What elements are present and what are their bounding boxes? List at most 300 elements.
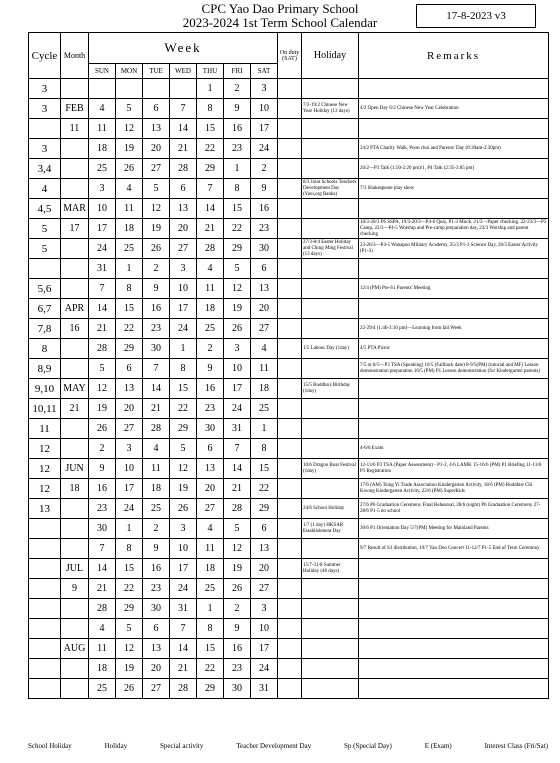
- month-cell: [61, 359, 89, 379]
- remarks-cell: 27/6 P6 Graduation Ceremony Final Rehearsal, 28/6 (night) P6 Graduation Ceremony 27-28/6 P1-5 no school: [359, 499, 549, 519]
- day-cell: 26: [143, 239, 170, 259]
- day-cell: 2: [224, 599, 251, 619]
- day-cell: 23: [224, 139, 251, 159]
- day-cell: 5: [224, 519, 251, 539]
- month-cell: [61, 259, 89, 279]
- day-cell: 11: [116, 199, 143, 219]
- day-cell: 31: [170, 599, 197, 619]
- on-duty-cell: [278, 299, 302, 319]
- day-cell: 24: [170, 319, 197, 339]
- cycle-cell: 4,5: [29, 199, 61, 219]
- on-duty-cell: [278, 659, 302, 679]
- day-cell: 10: [170, 279, 197, 299]
- month-cell: [61, 659, 89, 679]
- remarks-cell: [359, 659, 549, 679]
- on-duty-cell: [278, 539, 302, 559]
- remarks-cell: 24/2 PTA Charity Walk, Poon choi and Parents' Day (8:30am-2:30pm): [359, 139, 549, 159]
- day-cell: 13: [143, 119, 170, 139]
- holiday-cell: 7/2-19/2 Chinese New Year Holiday (13 days): [302, 99, 359, 119]
- day-cell: 30: [224, 679, 251, 699]
- day-cell: 1: [170, 339, 197, 359]
- day-cell: [89, 79, 116, 99]
- remarks-cell: [359, 199, 549, 219]
- day-cell: 25: [197, 319, 224, 339]
- month-cell: 9: [61, 579, 89, 599]
- day-cell: 13: [197, 459, 224, 479]
- day-cell: 2: [143, 259, 170, 279]
- day-cell: 7: [197, 179, 224, 199]
- day-cell: 30: [143, 339, 170, 359]
- legend-item: Special activity: [160, 742, 204, 750]
- on-duty-cell: [278, 679, 302, 699]
- holiday-cell: [302, 639, 359, 659]
- day-cell: 10: [251, 619, 278, 639]
- day-cell: 17: [224, 379, 251, 399]
- cycle-cell: [29, 679, 61, 699]
- day-cell: 18: [143, 479, 170, 499]
- remarks-cell: 26/2—P3 Talk (1:50-2:20 pm)/1, P4 Talk (2:35-3:05 pm): [359, 159, 549, 179]
- day-cell: 23: [143, 579, 170, 599]
- holiday-cell: [302, 659, 359, 679]
- day-cell: 6: [197, 439, 224, 459]
- legend: [28, 742, 548, 750]
- holiday-cell: 27/3-8/4 Easter Holiday and Ching Ming Festival (13 days): [302, 239, 359, 259]
- calendar-row: [29, 519, 549, 539]
- calendar-title: [130, 2, 430, 30]
- holiday-cell: [302, 399, 359, 419]
- day-cell: 5: [89, 359, 116, 379]
- holiday-cell: 1/5 Labour Day (1day): [302, 339, 359, 359]
- day-cell: 2: [197, 339, 224, 359]
- remarks-cell: [359, 399, 549, 419]
- holiday-cell: [302, 439, 359, 459]
- calendar-row: [29, 439, 549, 459]
- day-cell: 21: [170, 659, 197, 679]
- calendar-row: [29, 219, 549, 239]
- day-cell: 7: [143, 359, 170, 379]
- on-duty-cell: [278, 379, 302, 399]
- day-cell: 1: [251, 419, 278, 439]
- day-cell: 4: [143, 439, 170, 459]
- day-cell: 19: [143, 219, 170, 239]
- on-duty-cell: [278, 179, 302, 199]
- month-cell: [61, 439, 89, 459]
- holiday-cell: [302, 139, 359, 159]
- calendar-table: [28, 32, 549, 699]
- day-cell: 16: [251, 199, 278, 219]
- day-cell: 22: [170, 399, 197, 419]
- day-cell: 10: [170, 539, 197, 559]
- on-duty-cell: [278, 119, 302, 139]
- month-cell: [61, 279, 89, 299]
- calendar-row: [29, 479, 549, 499]
- holiday-cell: [302, 479, 359, 499]
- day-cell: 15: [251, 459, 278, 479]
- remarks-cell: 30/6 P1 Orientation Day 5/7(PM) Meeting for Mainland Parents: [359, 519, 549, 539]
- cycle-header: Cycle: [29, 33, 61, 79]
- month-cell: [61, 159, 89, 179]
- calendar-row: [29, 99, 549, 119]
- calendar-row: [29, 619, 549, 639]
- day-cell: 27: [143, 679, 170, 699]
- day-cell: 12: [224, 539, 251, 559]
- day-cell: 21: [197, 219, 224, 239]
- day-cell: 30: [89, 519, 116, 539]
- calendar-row: [29, 659, 549, 679]
- day-cell: 3: [170, 259, 197, 279]
- day-cell: 19: [116, 139, 143, 159]
- day-cell: 29: [116, 599, 143, 619]
- calendar-row: [29, 259, 549, 279]
- day-cell: 27: [251, 319, 278, 339]
- month-header: Month: [61, 33, 89, 79]
- calendar-row: [29, 159, 549, 179]
- day-cell: 25: [89, 159, 116, 179]
- remarks-cell: 4/2 Open Day 6/2 Chinese New Year Celebration: [359, 99, 549, 119]
- day-cell: 1: [197, 79, 224, 99]
- calendar-row: [29, 79, 549, 99]
- calendar-row: [29, 419, 549, 439]
- day-cell: 21: [89, 319, 116, 339]
- day-cell: 3: [89, 179, 116, 199]
- day-cell: 6: [251, 259, 278, 279]
- on-duty-cell: [278, 499, 302, 519]
- day-cell: 7: [89, 279, 116, 299]
- term-title: 2023-2024 1st Term School Calendar: [182, 15, 378, 30]
- day-cell: 23: [197, 399, 224, 419]
- day-cell: 11: [89, 119, 116, 139]
- day-cell: 24: [251, 659, 278, 679]
- day-cell: 12: [170, 459, 197, 479]
- day-cell: 9: [251, 179, 278, 199]
- day-cell: 15: [197, 639, 224, 659]
- calendar-row: [29, 579, 549, 599]
- day-cell: 11: [251, 359, 278, 379]
- day-cell: 12: [89, 379, 116, 399]
- day-cell: 11: [143, 459, 170, 479]
- remarks-cell: [359, 299, 549, 319]
- month-cell: [61, 239, 89, 259]
- calendar-row: [29, 279, 549, 299]
- holiday-cell: [302, 159, 359, 179]
- day-cell: 3: [170, 519, 197, 539]
- day-cell: 6: [143, 99, 170, 119]
- holiday-cell: 8/3 Joint Schools Teachers Development Day (Yaoi,org Banks): [302, 179, 359, 199]
- calendar-row: [29, 199, 549, 219]
- month-cell: [61, 619, 89, 639]
- day-cell: 11: [89, 639, 116, 659]
- day-cell: 29: [224, 239, 251, 259]
- calendar-row: [29, 679, 549, 699]
- day-cell: 20: [143, 139, 170, 159]
- remarks-cell: 7/5 or 8/5—P3 TSA (Speaking) 10/5 (Fallback date) 8-9/5(PM) (tutorial and MF) Lesson demonstration preparation 10/5 (PM) P1 Lesson demonstration (for Kindergarten parents): [359, 359, 549, 379]
- day-cell: 5: [170, 439, 197, 459]
- legend-item: School Holiday: [28, 742, 72, 750]
- remarks-cell: [359, 119, 549, 139]
- month-cell: [61, 139, 89, 159]
- remarks-cell: 7/3 Shakespeare play show: [359, 179, 549, 199]
- day-cell: 17: [116, 479, 143, 499]
- calendar-row: [29, 359, 549, 379]
- legend-item: Interest Class (Fri/Sat): [484, 742, 548, 750]
- day-cell: 20: [116, 399, 143, 419]
- day-cell: 17: [89, 219, 116, 239]
- day-cell: 4: [197, 259, 224, 279]
- on-duty-cell: [278, 319, 302, 339]
- holiday-cell: [302, 619, 359, 639]
- on-duty-cell: [278, 339, 302, 359]
- holiday-cell: 24/6 School Holiday: [302, 499, 359, 519]
- on-duty-cell: [278, 459, 302, 479]
- day-header-mon: MON: [116, 64, 143, 79]
- month-cell: [61, 339, 89, 359]
- day-cell: 23: [89, 499, 116, 519]
- remarks-cell: [359, 379, 549, 399]
- holiday-cell: [302, 259, 359, 279]
- day-cell: 9: [197, 359, 224, 379]
- remarks-cell: 9/7 Result of S1 distribution, 10/7 Yao Doo Concert 11-12/7 P1-5 End of Term Ceremony: [359, 539, 549, 559]
- day-cell: 25: [197, 579, 224, 599]
- remarks-cell: [359, 679, 549, 699]
- day-cell: 31: [251, 679, 278, 699]
- holiday-cell: 15/5 Buddha's Birthday (1day): [302, 379, 359, 399]
- day-cell: 3: [116, 439, 143, 459]
- cycle-cell: 11: [29, 419, 61, 439]
- on-duty-cell: [278, 219, 302, 239]
- day-cell: 4: [197, 519, 224, 539]
- cycle-cell: 12: [29, 439, 61, 459]
- holiday-cell: [302, 299, 359, 319]
- on-duty-cell: [278, 599, 302, 619]
- day-cell: 2: [89, 439, 116, 459]
- day-cell: 10: [251, 99, 278, 119]
- day-cell: 26: [89, 419, 116, 439]
- cycle-cell: 5: [29, 239, 61, 259]
- day-cell: 5: [116, 99, 143, 119]
- holiday-cell: [302, 319, 359, 339]
- cycle-cell: 8: [29, 339, 61, 359]
- day-cell: 15: [197, 119, 224, 139]
- remarks-cell: [359, 639, 549, 659]
- day-cell: 16: [224, 639, 251, 659]
- day-cell: 6: [251, 519, 278, 539]
- day-cell: 16: [224, 119, 251, 139]
- day-cell: 25: [89, 679, 116, 699]
- holiday-cell: [302, 539, 359, 559]
- day-cell: 17: [170, 299, 197, 319]
- day-cell: 27: [170, 239, 197, 259]
- month-cell: MAY: [61, 379, 89, 399]
- day-cell: 19: [89, 399, 116, 419]
- day-cell: 24: [116, 499, 143, 519]
- day-cell: 18: [197, 559, 224, 579]
- month-cell: [61, 519, 89, 539]
- calendar-row: [29, 119, 549, 139]
- cycle-cell: 8,9: [29, 359, 61, 379]
- day-cell: 22: [197, 139, 224, 159]
- day-cell: 2: [143, 519, 170, 539]
- day-cell: 21: [89, 579, 116, 599]
- day-cell: 14: [89, 559, 116, 579]
- day-cell: 21: [224, 479, 251, 499]
- day-cell: 7: [170, 99, 197, 119]
- day-cell: 13: [251, 279, 278, 299]
- day-cell: 22: [224, 219, 251, 239]
- remarks-header: Remarks: [359, 33, 549, 79]
- cycle-cell: 7,8: [29, 319, 61, 339]
- day-cell: 18: [251, 379, 278, 399]
- day-header-fri: FRI: [224, 64, 251, 79]
- holiday-cell: [302, 679, 359, 699]
- on-duty-cell: [278, 359, 302, 379]
- day-cell: 8: [116, 539, 143, 559]
- day-cell: 7: [170, 619, 197, 639]
- month-cell: 21: [61, 399, 89, 419]
- cycle-cell: 3: [29, 99, 61, 119]
- remarks-cell: 17/6 (AM) Tsing Yi Trade Association Kindergarten Activity, 18/6 (PM) Buddhist Chi Kwong Kindergarten Activity, 22/6 (PM) SuperKids: [359, 479, 549, 499]
- day-cell: 27: [116, 419, 143, 439]
- cycle-cell: [29, 639, 61, 659]
- on-duty-cell: [278, 479, 302, 499]
- day-cell: 22: [116, 319, 143, 339]
- day-cell: 13: [116, 379, 143, 399]
- day-cell: 13: [170, 199, 197, 219]
- calendar-row: [29, 379, 549, 399]
- day-cell: 2: [224, 79, 251, 99]
- holiday-cell: [302, 199, 359, 219]
- day-cell: 24: [251, 139, 278, 159]
- on-duty-cell: [278, 419, 302, 439]
- month-cell: JUL: [61, 559, 89, 579]
- day-cell: 18: [197, 299, 224, 319]
- day-cell: 29: [251, 499, 278, 519]
- remarks-cell: [359, 579, 549, 599]
- day-cell: 22: [116, 579, 143, 599]
- legend-item: Sp (Special Day): [344, 742, 392, 750]
- day-cell: 26: [170, 499, 197, 519]
- on-duty-cell: [278, 139, 302, 159]
- calendar-row: [29, 559, 549, 579]
- day-cell: 31: [224, 419, 251, 439]
- cycle-cell: 3: [29, 139, 61, 159]
- on-duty-cell: [278, 99, 302, 119]
- calendar-row: [29, 539, 549, 559]
- calendar-row: [29, 299, 549, 319]
- day-cell: 15: [224, 199, 251, 219]
- calendar-row: [29, 319, 549, 339]
- cycle-cell: 13: [29, 499, 61, 519]
- on-duty-header: On duty (SAT): [278, 33, 302, 79]
- day-cell: 20: [251, 559, 278, 579]
- on-duty-cell: [278, 279, 302, 299]
- month-cell: 16: [61, 319, 89, 339]
- cycle-cell: 12: [29, 479, 61, 499]
- cycle-cell: [29, 619, 61, 639]
- day-cell: 21: [143, 399, 170, 419]
- day-cell: 22: [251, 479, 278, 499]
- day-cell: 6: [116, 359, 143, 379]
- day-cell: 23: [143, 319, 170, 339]
- day-cell: 14: [170, 119, 197, 139]
- cycle-cell: 9,10: [29, 379, 61, 399]
- on-duty-cell: [278, 159, 302, 179]
- month-cell: [61, 679, 89, 699]
- day-cell: 6: [170, 179, 197, 199]
- day-cell: 9: [143, 539, 170, 559]
- holiday-cell: [302, 419, 359, 439]
- holiday-cell: [302, 579, 359, 599]
- week-header: Week: [89, 33, 278, 64]
- remarks-cell: [359, 259, 549, 279]
- day-cell: 19: [116, 659, 143, 679]
- day-cell: 9: [224, 99, 251, 119]
- day-cell: 12: [116, 119, 143, 139]
- legend-item: Holiday: [104, 742, 128, 750]
- month-cell: AUG: [61, 639, 89, 659]
- remarks-cell: 18/3-20/3 P6 SSPA, 19/3-20/3—P4-6 Quiz, P1-3 Mock. 21/3—Paper checking. 22-23/3—P5 Camp, 22/3—P4-5 Worship and Pre-camp preparation day, 23/3 Worship and parent checking: [359, 219, 549, 239]
- day-cell: 14: [197, 199, 224, 219]
- day-cell: 16: [197, 379, 224, 399]
- version-box: 17-8-2023 v3: [416, 4, 536, 28]
- calendar-row: [29, 139, 549, 159]
- remarks-cell: 4-6/6 Exam: [359, 439, 549, 459]
- month-cell: [61, 79, 89, 99]
- day-cell: 25: [143, 499, 170, 519]
- day-cell: 18: [116, 219, 143, 239]
- remarks-cell: [359, 79, 549, 99]
- on-duty-cell: [278, 559, 302, 579]
- day-cell: 2: [251, 159, 278, 179]
- day-cell: 26: [224, 579, 251, 599]
- day-cell: 6: [143, 619, 170, 639]
- day-cell: 25: [116, 239, 143, 259]
- day-cell: 30: [251, 239, 278, 259]
- holiday-cell: 15/7-31/8 Summer Holiday (48 days): [302, 559, 359, 579]
- day-cell: 4: [116, 179, 143, 199]
- day-cell: 31: [89, 259, 116, 279]
- holiday-cell: [302, 79, 359, 99]
- holiday-header: Holiday: [302, 33, 359, 79]
- holiday-cell: [302, 119, 359, 139]
- cycle-cell: 4: [29, 179, 61, 199]
- day-cell: 14: [143, 379, 170, 399]
- day-cell: 18: [89, 139, 116, 159]
- month-cell: JUN: [61, 459, 89, 479]
- day-cell: 17: [170, 559, 197, 579]
- day-cell: 26: [116, 159, 143, 179]
- day-cell: 7: [224, 439, 251, 459]
- day-cell: 28: [143, 419, 170, 439]
- day-cell: 10: [116, 459, 143, 479]
- legend-item: Teacher Development Day: [236, 742, 312, 750]
- day-cell: 8: [116, 279, 143, 299]
- day-cell: 7: [89, 539, 116, 559]
- calendar-row: [29, 599, 549, 619]
- month-cell: 18: [61, 479, 89, 499]
- day-cell: 13: [251, 539, 278, 559]
- month-cell: 17: [61, 219, 89, 239]
- month-cell: FEB: [61, 99, 89, 119]
- day-cell: 28: [170, 159, 197, 179]
- day-cell: 28: [170, 679, 197, 699]
- day-cell: 26: [224, 319, 251, 339]
- on-duty-cell: [278, 199, 302, 219]
- day-cell: 20: [251, 299, 278, 319]
- month-cell: [61, 499, 89, 519]
- day-cell: 12: [224, 279, 251, 299]
- day-cell: 16: [143, 559, 170, 579]
- day-cell: 15: [116, 299, 143, 319]
